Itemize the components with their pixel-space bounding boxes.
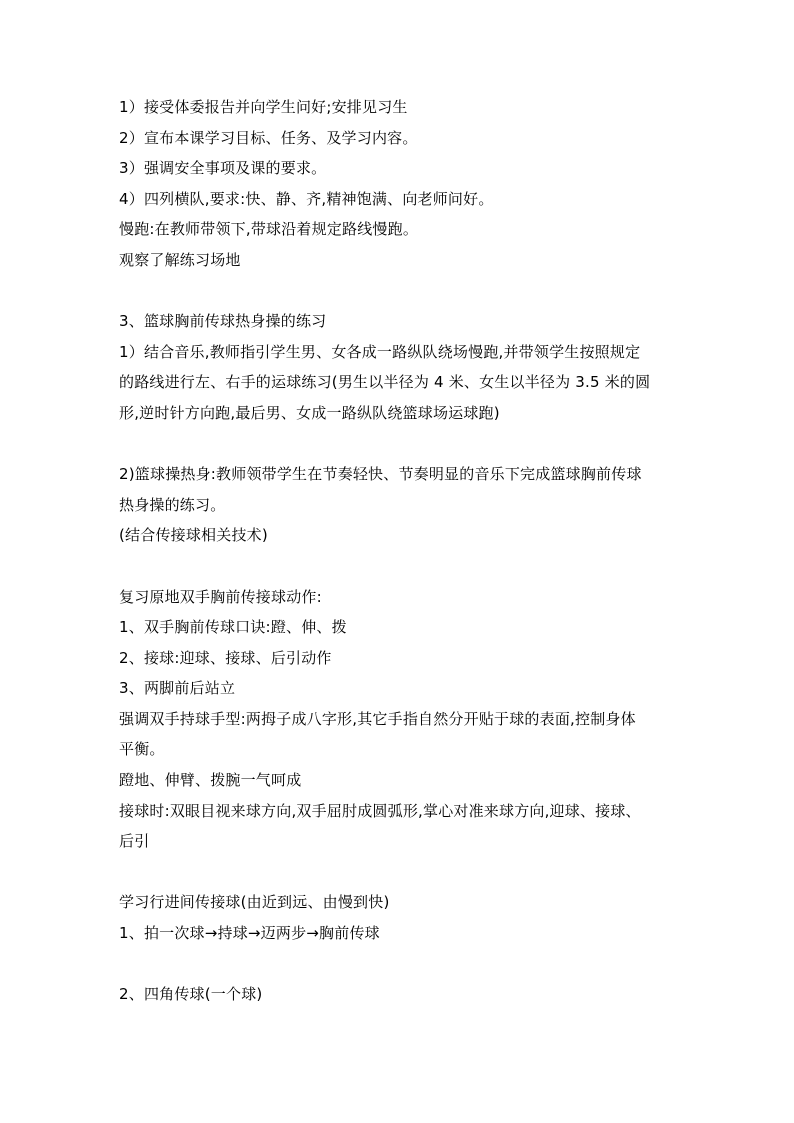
- section-heading-moving-pass: 学习行进间传接球(由近到远、由慢到快): [119, 893, 390, 912]
- blank-line: [119, 949, 679, 980]
- document-body: [119, 92, 679, 1010]
- blank-line: [119, 276, 679, 307]
- text-line-5: 慢跑:在教师带领下,带球沿着规定路线慢跑。: [119, 220, 419, 239]
- text-line-19: 2、接球:迎球、接球、后引动作: [119, 648, 332, 667]
- text-line-13: 2)篮球操热身:教师领带学生在节奏轻快、节奏明显的音乐下完成篮球胸前传球: [119, 465, 642, 484]
- blank-line: [119, 429, 679, 460]
- text-line-23: 蹬地、伸臂、拨腕一气呵成: [119, 771, 302, 790]
- text-line-9: 1）结合音乐,教师指引学生男、女各成一路纵队绕场慢跑,并带领学生按照规定: [119, 342, 641, 361]
- section-heading-review: 复习原地双手胸前传接球动作:: [119, 587, 322, 606]
- text-line-10: 的路线进行左、右手的运球练习(男生以半径为 4 米、女生以半径为 3.5 米的圆: [119, 373, 651, 392]
- text-line-24: 接球时:双眼目视来球方向,双手屈肘成圆弧形,掌心对准来球方向,迎球、接球、: [119, 801, 641, 820]
- text-line-25: 后引: [119, 832, 150, 851]
- blank-line: [119, 551, 679, 582]
- text-line-4: 4）四列横队,要求:快、静、齐,精神饱满、向老师问好。: [119, 189, 494, 208]
- text-line-11: 形,逆时针方向跑,最后男、女成一路纵队绕篮球场运球跑): [119, 403, 500, 422]
- text-line-2: 2）宣布本课学习目标、任务、及学习内容。: [119, 128, 418, 147]
- text-line-15: (结合传接球相关技术): [119, 526, 268, 545]
- section-heading-warmup: 3、篮球胸前传球热身操的练习: [119, 312, 327, 331]
- blank-line: [119, 857, 679, 888]
- text-line-1: 1）接受体委报告并向学生问好;安排见习生: [119, 98, 408, 116]
- text-line-14: 热身操的练习。: [119, 495, 226, 514]
- text-line-20: 3、两脚前后站立: [119, 679, 236, 698]
- text-line-6: 观察了解练习场地: [119, 250, 241, 269]
- text-line-18: 1、双手胸前传球口诀:蹬、伸、拨: [119, 618, 347, 637]
- text-line-22: 平衡。: [119, 740, 165, 759]
- text-line-28: 1、拍一次球→持球→迈两步→胸前传球: [119, 924, 380, 943]
- text-line-3: 3）强调安全事项及课的要求。: [119, 159, 327, 178]
- text-line-21: 强调双手持球手型:两拇子成八字形,其它手指自然分开贴于球的表面,控制身体: [119, 709, 636, 728]
- text-line-30: 2、四角传球(一个球): [119, 985, 263, 1004]
